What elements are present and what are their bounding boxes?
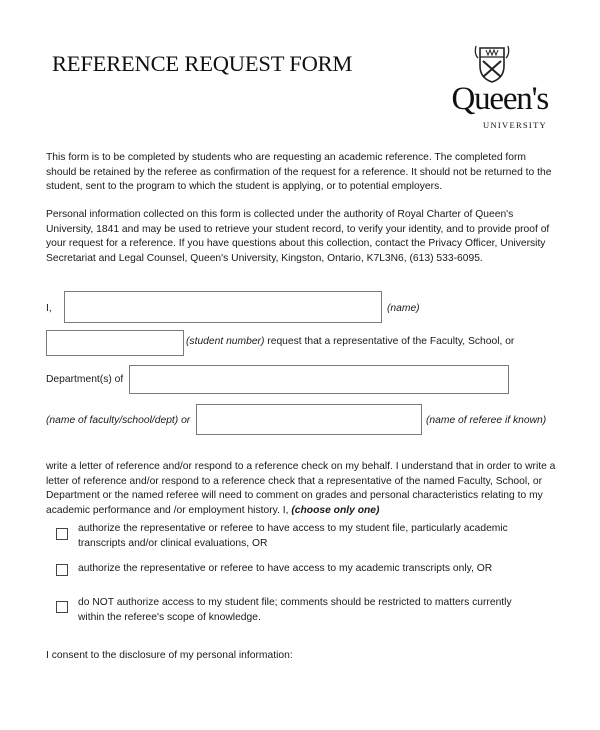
form-title: REFERENCE REQUEST FORM [52,51,353,76]
option-checkbox-2[interactable] [56,564,68,576]
crest-icon [472,44,512,84]
referee-label: (name of referee if known) [426,415,547,426]
option-checkbox-3[interactable] [56,601,68,613]
referee-input[interactable] [196,404,422,435]
student-number-label: (student number) [186,336,265,347]
option-text-1: authorize the representative or referee to have access to my student file, particularly academic transcripts and/or clinical evaluations, OR [78,523,508,549]
logo-subtitle: UNIVERSITY [483,120,547,130]
university-logo [432,44,552,134]
faculty-label: (name of faculty/school/dept) or [46,415,191,426]
student-number-input[interactable] [46,330,184,356]
student-number-line [186,336,514,347]
authorization-paragraph [46,460,556,518]
department-label: Department(s) of [46,374,124,385]
department-input[interactable] [129,365,509,394]
consent-text: I consent to the disclosure of my personal information: [46,650,293,661]
option-text-3: do NOT authorize access to my student file; comments should be restricted to matters currently within the referee's scope of knowledge. [78,597,512,623]
intro-paragraph: This form is to be completed by students who are requesting an academic reference. The completed form should be retained by the referee as confirmation of the request for a reference. It should not be returned to the student, sent to the program to which the student is applying, or to potential employers. [46,152,552,192]
option-text-2: authorize the representative or referee to have access to my academic transcripts only, OR [78,563,493,574]
privacy-paragraph: Personal information collected on this form is collected under the authority of Royal Charter of Queen's University, 1841 and may be used to retrieve your student record, to verify your identity, and to provide proof of your request for a reference. If you have questions about this collection, contact the Privacy Officer, University Secretariat and Legal Counsel, Queen's University, Kingston, Ontario, K7L3N6, (613) 533-6095. [46,209,550,264]
i-label: I, [46,303,52,314]
name-label: (name) [387,303,420,314]
authorization-text: write a letter of reference and/or respond to a reference check on my behalf. I understand that in order to write a letter of reference and/or respond to a reference check that a representative of the named Faculty, School, or Department or the named referee will need to comment on grades and personal characteristics relating to my academic performance and /or employment history. I, [46,461,556,516]
request-text: request that a representative of the Faculty, School, or [264,336,515,347]
name-input[interactable] [64,291,382,323]
logo-wordmark: Queen's [451,81,548,117]
option-checkbox-1[interactable] [56,528,68,540]
choose-label: (choose only one) [291,504,380,516]
